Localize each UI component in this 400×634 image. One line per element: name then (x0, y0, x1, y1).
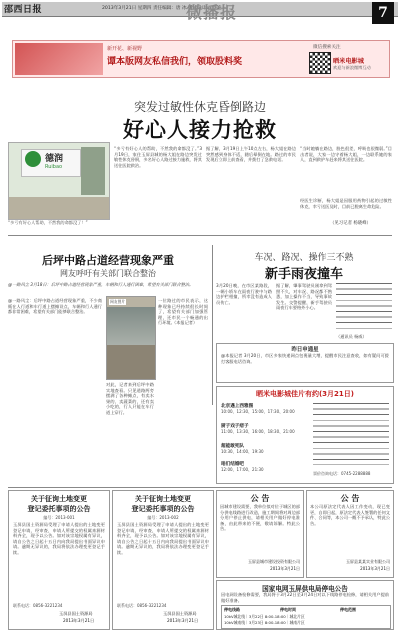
cinema-movie-2: 厨子戏子痞子 (221, 424, 249, 429)
notice-1-signoff: 玉屏县城市建设投资有限公司 (248, 559, 300, 564)
cinema-movie-3: 超能敢死队 (221, 444, 244, 449)
notice-title: 昨日申通星 (291, 347, 319, 353)
banner-title: 谭本版网友私信我们，领取股料奖 (107, 57, 243, 67)
cinema-movie-1-times: 10:00、12:30、15:00、17:30、20:00 (221, 409, 295, 414)
shop-window (81, 147, 105, 195)
top-banner-ad[interactable] (12, 40, 390, 78)
cinema-movie-3-times: 10:30、14:00、19:30 (221, 449, 264, 454)
photo-brand-name: 德润 (45, 154, 64, 164)
paper-name-logo: 邵西日报 (4, 5, 43, 15)
lead-story-headline: 好心人接力抢救 (123, 118, 277, 142)
street-buildings (107, 307, 155, 345)
notice-1 (216, 490, 304, 578)
story-3-col-1: 3月20日晚，在市区某路段，一辆小轿车在雨夜行驶中与路边护栏相撞，所幸没有造成人员伤亡。 (216, 283, 272, 305)
page-number: 7 (372, 2, 394, 24)
photo-brand-en: Ruibao (45, 164, 63, 170)
qr-code-icon (309, 52, 331, 74)
power-col-1: 停电线路 (224, 607, 240, 612)
ad-2-signoff: 玉屏县国土资源局 (163, 611, 197, 616)
power-title: 国家电网玉屏供电局停电公告 (262, 585, 348, 593)
notice-body: @本报记者 3月20日，市区多家快递网点包裹量大增，提醒市民注意查收，如有疑问可拨打客服电话咨询。 (221, 353, 389, 364)
ad-2-title-2: 登记委托事项的公告 (131, 505, 195, 513)
cinema-movie-4-times: 12:00、17:00、21:30 (221, 467, 264, 472)
story-3-headline-2: 新手雨夜撞车 (264, 267, 343, 282)
power-row-2: 10kV城南线｜3月23日 8:00-18:00｜城南片区 (224, 620, 305, 625)
ad-2 (112, 490, 214, 630)
ad-1 (8, 490, 110, 630)
ad-2-body: 玉屏县国土资源局受理了申请人提出的土地变更登记申请，经审查，申请人所提交的权属来源材料齐全，现予以公告。如对该宗地权属有异议，请自公告之日起十五日内向我局提出书面异议申请。逾期无异议的，我局将依法办理变更登记手续。 (117, 522, 209, 555)
notice-box (216, 343, 394, 383)
story-2-byline: （本报记者） (172, 320, 198, 325)
power-table (221, 605, 391, 629)
banner-brand-sub: 欢迎与新浪微博互动 (333, 65, 371, 70)
ad-2-no: 编号：2013-002 (147, 515, 179, 520)
banner-sub-left: 新开花、新视野 (107, 46, 143, 52)
story-2-photo (106, 296, 156, 380)
story-2-subhead: 网友呼吁有关部门联合整治 (60, 269, 156, 278)
story-2-col-2: 对此，记者来到后坪中路实地查看。只见道路两旁摆满了各种摊点，有卖水果的、卖蔬菜的，还有卖小吃的，行人只能在车行道上穿行。 (106, 382, 154, 415)
drugstore-logo-icon (25, 151, 41, 167)
lead-story-byline: （见习记者 杨晓峰） (330, 221, 371, 226)
ad-1-no: 编号：2013-001 (43, 515, 75, 520)
power-row-1: 10kV城北线｜3月22日 8:00-18:00｜城北片区 (224, 614, 305, 619)
notice-2-date: 2013年3月21日 (360, 566, 390, 571)
power-outage-notice (216, 580, 394, 630)
story-3-col-2: 据了解，肇事驾驶员刚拿到驾照不久，对车况、路况都不熟悉，加上操作不当，导致事故发生。交警提醒，新手驾驶员雨夜行车要格外小心。 (276, 283, 332, 311)
story-2-headline: 后坪中路占道经营现象严重 (42, 254, 174, 267)
photo-caption: “多亏有好心人帮助，不然我的命都没了！” (8, 220, 88, 225)
street-road (107, 345, 155, 379)
lead-story-col-2: 据了解，3月19日上午10点左右，杨大姐在路边突然感到身体不适，随后晕倒在地。路过的市民发现后立即上前查看，并拨打了急救电话。 (206, 146, 296, 163)
section-title: 微播报 (186, 3, 238, 22)
notice-2-signoff: 玉屏县某某实业有限公司 (346, 559, 390, 564)
cinema-schedule-col (313, 403, 389, 465)
photo-street-floor (9, 197, 109, 219)
story-3-headline-1: 车况、路况、操作三不熟 (254, 253, 354, 263)
cinema-movie-2-times: 11:00、13:30、16:00、18:30、21:00 (221, 429, 295, 434)
story-3-col-3 (336, 283, 392, 331)
notice-1-body: 因城市建设需要，我单位拟对位于城区的部分供电线路进行改造，施工期间将对周边部分用户停止供电，请相关用户做好停电准备，由此带来的不便，敬请谅解。特此公告。 (220, 504, 300, 532)
photo-tag: 网友图片 (110, 299, 126, 304)
lead-story-kicker: 突发过敏性休克昏倒路边 (133, 100, 266, 114)
power-body: 因电网设备检修需要，我局将于3月22日至3月24日对以下线路停电检修，请相关用户提前做好准备。 (221, 592, 389, 603)
notice-2-body: 本公司原法定代表人因工作变动，现已变更，自即日起，原法定代表人签署的任何文件、合同等，本公司一概不予承认，特此公告。 (310, 504, 390, 526)
ad-2-title-1: 关于征询土地变更 (135, 495, 191, 503)
lead-story-photo (8, 142, 110, 220)
ad-1-title-1: 关于征询土地变更 (31, 495, 87, 503)
story-2-col-3: 一位路过的市民表示，这种现象已经持续很长时间了，希望有关部门加强管理，还市民一个畅通的出行环境。 (158, 298, 208, 326)
banner-brand: 晒米电影城 (333, 58, 364, 65)
cinema-box (216, 386, 394, 484)
ad-1-body: 玉屏县国土资源局受理了申请人提出的土地变更登记申请，经审查，申请人所提交的权属来源材料齐全，现予以公告。如对该宗地权属有异议，请自公告之日起十五日内向我局提出书面异议申请。逾期无异议的，我局将依法办理变更登记手续。 (13, 522, 105, 555)
notice-2 (306, 490, 394, 578)
ad-1-contact: 联系电话：0856-3221234 (13, 603, 63, 608)
lead-story-col-3: “当时她躺在路边，脸色很差，呼吸也很微弱。”目击者说，大家一边守着杨大姐，一边联系她的家人，直到救护车赶来将其送往医院。 (300, 146, 392, 163)
lead-story-col-3b: 经医生诊断，杨大姐是因服用药物引起的过敏性休克，幸亏送医及时，目前已脱离生命危险。 (300, 198, 392, 209)
ad-2-contact: 联系电话：0856-3221234 (117, 603, 167, 608)
divider-1 (8, 235, 392, 236)
notice-1-date: 2013年3月21日 (270, 566, 300, 571)
power-col-3: 停电范围 (340, 607, 356, 612)
cinema-note: 票价咨询电话：0745-2288888 (313, 471, 371, 476)
ad-2-date: 2013年3月21日 (167, 618, 199, 623)
cinema-movie-1: 北京遇上西雅图 (221, 404, 254, 409)
cinema-movie-4: 咱们结婚吧 (221, 462, 244, 467)
power-col-2: 停电时间 (280, 607, 296, 612)
story-2-intro: @一路风尘 3月18日：后坪中路占道经营现象严重，车辆和行人通行困难，希望有关部门联合整治。 (8, 282, 194, 287)
divider-col (212, 245, 213, 405)
story-2-col-1: @一路风尘：后坪中路占道经营现象严重，不少商贩在人行道和车行道上摆摊设点，车辆和行人通行都非常困难，希望有关部门能够联合整治。 (8, 298, 102, 315)
ad-1-date: 2013年3月21日 (63, 618, 95, 623)
banner-sub-right: 微信搜索关注 (313, 45, 341, 50)
story-3-byline: （通讯员 杨威） (336, 334, 367, 339)
ad-1-title-2: 登记委托事项的公告 (27, 505, 91, 513)
masthead (0, 0, 400, 30)
ad-1-signoff: 玉屏县国土资源局 (59, 611, 93, 616)
cinema-title: 晒米电影城佳片有约(3月21日) (255, 390, 354, 398)
lead-story-col-1: “多亏有好心人的帮助，不然我的命都没了。”3月19日，家住玉屏县城的杨大姐在路边突发过敏性休克昏倒，多名好心人路过接力施救，将其送往医院救治。 (114, 146, 202, 168)
divider-2 (8, 487, 392, 488)
notice-2-title: 公 告 (340, 494, 360, 503)
banner-graphic (15, 43, 103, 75)
notice-1-title: 公 告 (250, 494, 270, 503)
date-line: 2013年3月21日 星期四 责任编辑：唐 冰 版式设计：宁 迪 (102, 6, 222, 11)
